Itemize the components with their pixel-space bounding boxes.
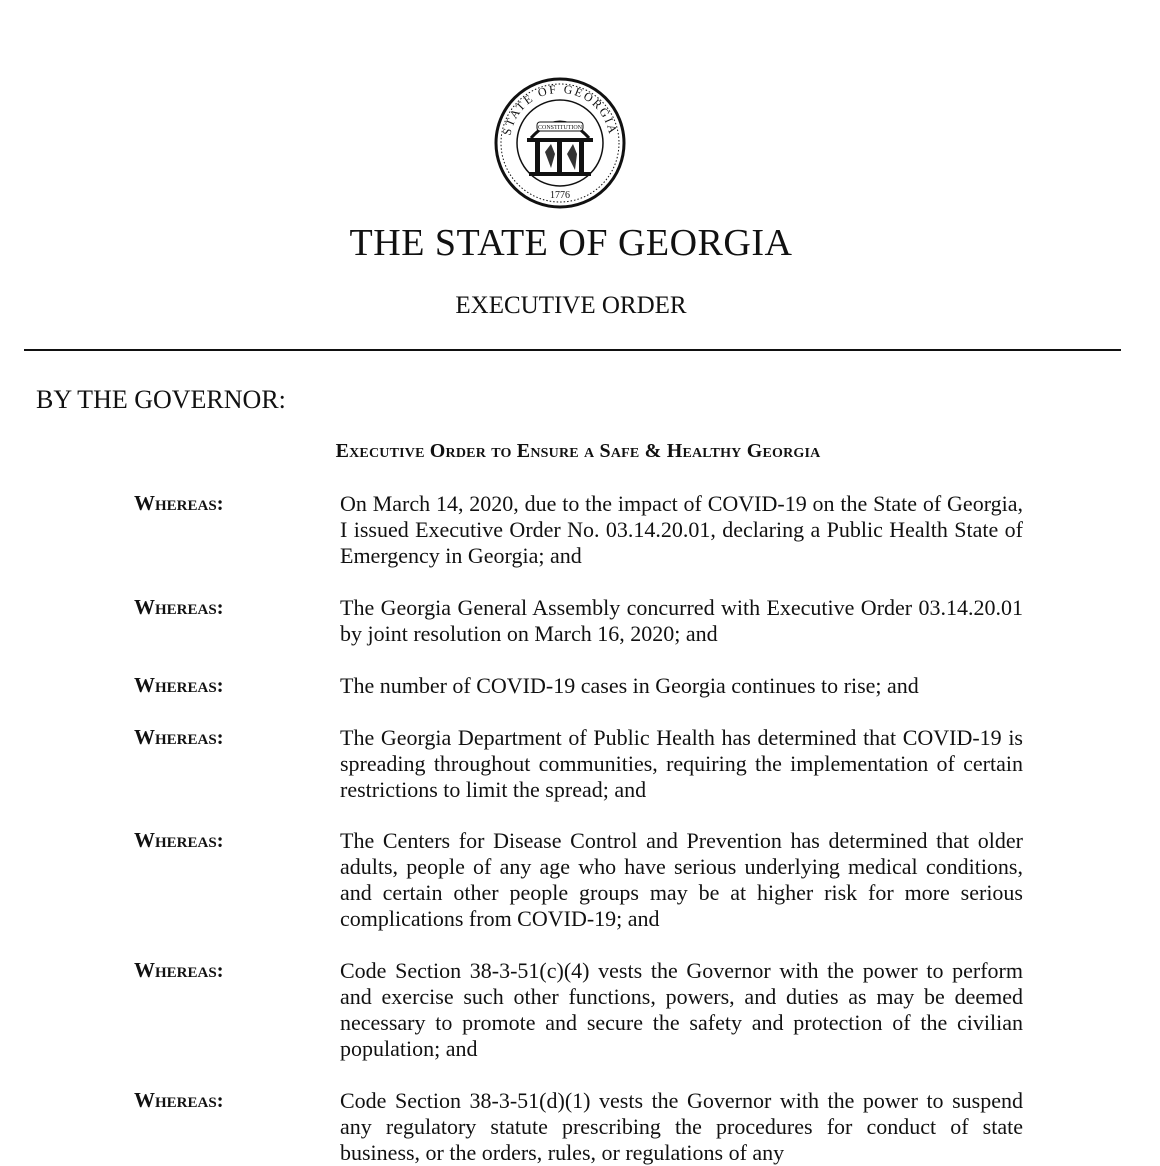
seal-banner-text: CONSTITUTION [538, 125, 582, 131]
order-title: Executive Order to Ensure a Safe & Healthy Georgia [335, 440, 821, 462]
whereas-text: The number of COVID-19 cases in Georgia continues to rise; and [340, 673, 919, 698]
whereas-text: Code Section 38-3-51(c)(4) vests the Governor with the power to perform and exercise such other functions, powers, and duties as may be deemed necessary to promote and secure the safety and protection of the civilian population; and [340, 958, 1023, 1061]
whereas-text: The Centers for Disease Control and Prevention has determined that older adults, people of any age who have serious underlying medical conditions, and certain other people groups may be at higher risk for more serious complications from COVID-19; and [340, 828, 1023, 931]
whereas-label: Whereas: [134, 1088, 224, 1112]
state-seal [493, 76, 627, 210]
whereas-text: The Georgia General Assembly concurred with Executive Order 03.14.20.01 by joint resolution on March 16, 2020; and [340, 595, 1023, 646]
whereas-label: Whereas: [134, 828, 224, 852]
whereas-text: The Georgia Department of Public Health has determined that COVID-19 is spreading throughout communities, requiring the implementation of certain restrictions to limit the spread; and [340, 725, 1023, 802]
whereas-label: Whereas: [134, 595, 224, 619]
whereas-label: Whereas: [134, 491, 224, 515]
whereas-label: Whereas: [134, 725, 224, 749]
state-title: THE STATE OF GEORGIA [349, 222, 793, 264]
by-governor-heading: BY THE GOVERNOR: [36, 385, 286, 414]
seal-ring-text: STATE OF GEORGIA [499, 81, 621, 137]
whereas-label: Whereas: [134, 673, 224, 697]
whereas-text: Code Section 38-3-51(d)(1) vests the Governor with the power to suspend any regulatory statute prescribing the procedures for conduct of state business, or the orders, rules, or regulations of any [340, 1088, 1023, 1165]
document-type: EXECUTIVE ORDER [455, 292, 687, 319]
whereas-text: On March 14, 2020, due to the impact of COVID-19 on the State of Georgia, I issued Executive Order No. 03.14.20.01, declaring a Public Health State of Emergency in Georgia; and [340, 491, 1023, 568]
whereas-label: Whereas: [134, 958, 224, 982]
header-divider [24, 349, 1121, 351]
seal-year: 1776 [550, 190, 570, 201]
